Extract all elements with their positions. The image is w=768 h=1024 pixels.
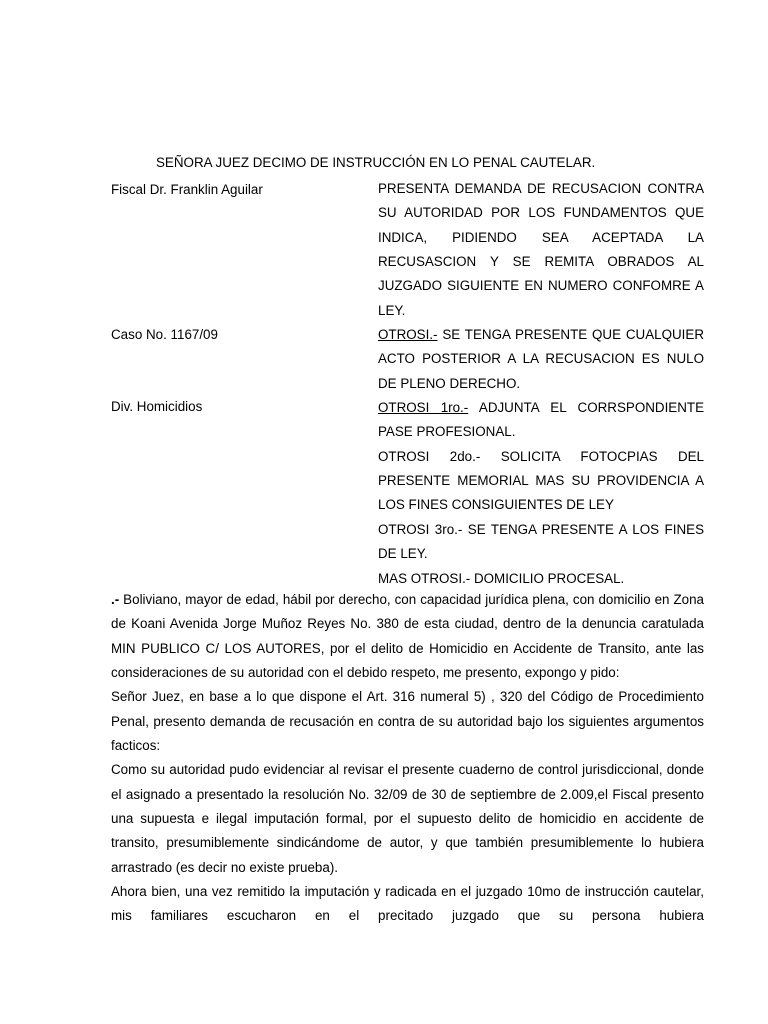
- fiscal-name: Fiscal Dr. Franklin Aguilar: [111, 182, 263, 197]
- addressee-heading: SEÑORA JUEZ DECIMO DE INSTRUCCIÓN EN LO PENAL CAUTELAR.: [156, 155, 596, 170]
- sumilla-otrosi: [378, 323, 704, 396]
- paragraph-2: Como su autoridad pudo evidenciar al revisar el presente cuaderno de control jurisdiccional, donde el asignado a presentado la resolución No. 32/09 de 30 de septiembre de 2.009,el Fiscal presento una supuesta e ilegal imputación formal, por el supuesto delito de homicidio en accidente de transito, presumiblemente sindicándome de autor, y que también presumiblemente lo hubiera arrastrado (es decir no existe prueba).: [111, 762, 704, 875]
- otrosi-1-label: OTROSI 1ro.-: [378, 400, 469, 416]
- otrosi-1-text: ADJUNTA EL CORRSPONDIENTE PASE PROFESIONAL.: [378, 400, 705, 440]
- sumilla-main: PRESENTA DEMANDA DE RECUSACION CONTRA SU AUTORIDAD POR LOS FUNDAMENTOS QUE INDICA, PIDIENDO SEA ACEPTADA LA RECUSASCION Y SE REMITA OBRADOS AL JUZGADO SIGUIENTE EN NUMERO CONFOMRE A LEY.: [378, 181, 704, 318]
- intro-mark: .-: [111, 592, 120, 607]
- sumilla-otrosi-3: OTROSI 3ro.- SE TENGA PRESENTE A LOS FINES DE LEY.: [378, 521, 704, 562]
- otrosi-text: SE TENGA PRESENTE QUE CUALQUIER ACTO POSTERIOR A LA RECUSACION ES NULO DE PLENO DERECHO.: [378, 327, 704, 391]
- memorial-body: [111, 588, 704, 929]
- sumilla-otrosi-1: [378, 396, 704, 445]
- paragraph-1: Señor Juez, en base a lo que dispone el Art. 316 numeral 5) , 320 del Código de Procedimiento Penal, presento demanda de recusación en contra de su autoridad bajo los siguientes argumentos facticos:: [111, 689, 704, 754]
- sumilla-mas-otrosi: MAS OTROSI.- DOMICILIO PROCESAL.: [378, 570, 625, 586]
- division-label: Div. Homicidios: [111, 399, 203, 414]
- case-number: Caso No. 1167/09: [111, 327, 218, 342]
- sumilla-otrosi-2: OTROSI 2do.- SOLICITA FOTOCPIAS DEL PRESENTE MEMORIAL MAS SU PROVIDENCIA A LOS FINES CONSIGUIENTES DE LEY: [378, 448, 704, 513]
- intro-paragraph: [111, 588, 704, 685]
- otrosi-label: OTROSI.-: [378, 327, 438, 343]
- sumilla-block: [378, 177, 704, 591]
- paragraph-3: Ahora bien, una vez remitido la imputación y radicada en el juzgado 10mo de instrucción cautelar, mis familiares escucharon en el precitado juzgado que su persona hubiera: [111, 884, 704, 924]
- intro-text: Boliviano, mayor de edad, hábil por derecho, con capacidad jurídica plena, con domicilio en Zona de Koani Avenida Jorge Muñoz Reyes No. 380 de esta ciudad, dentro de la denuncia caratulada MIN PUBLICO C/ LOS AUTORES, por el delito de Homicidio en Accidente de Transito, ante las consideraciones de su autoridad con el debido respeto, me presento, expongo y pido:: [111, 592, 704, 681]
